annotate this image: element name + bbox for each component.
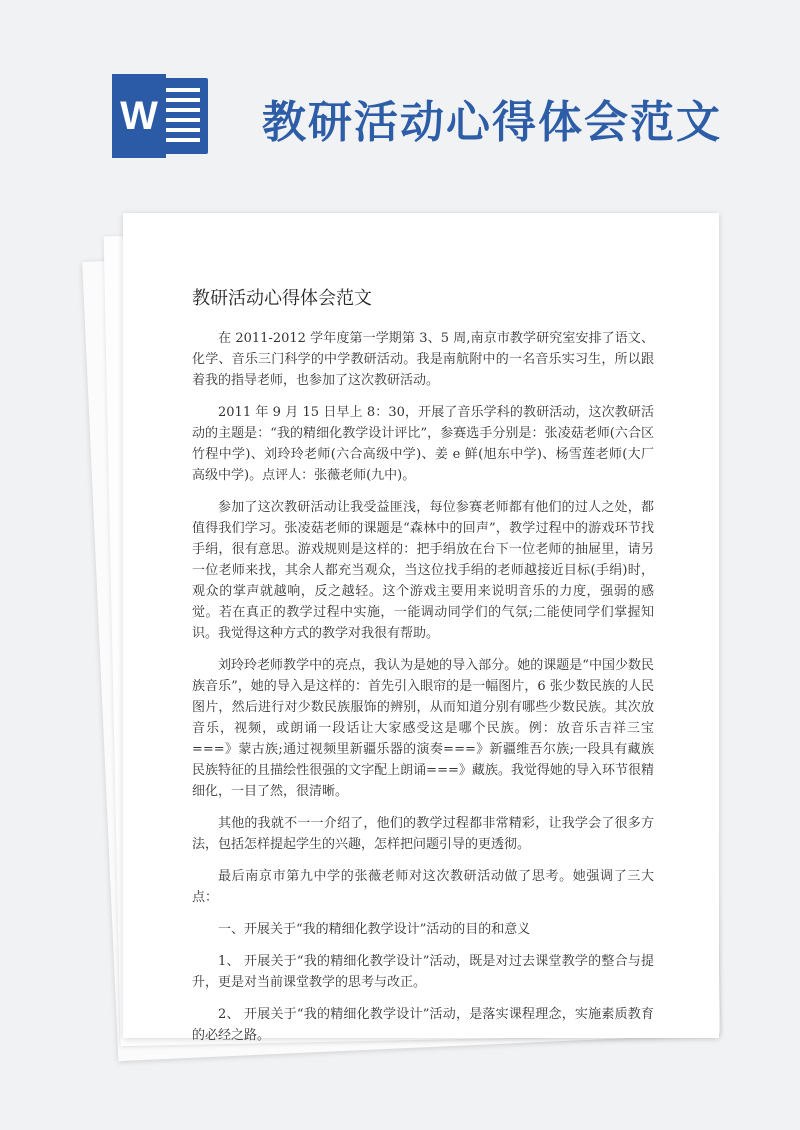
- paragraph: 一、开展关于“我的精细化教学设计”活动的目的和意义: [218, 922, 531, 937]
- paragraph: 在 2011-2012 学年度第一学期第 3、5 周,南京市教学研究室安排了语文、化学、音乐三门科学的中学教研活动。我是南航附中的一名音乐实习生，所以跟着我的指导老师，也参加了这次教研活动。: [192, 331, 654, 388]
- paragraph: 2、 开展关于“我的精细化教学设计”活动，是落实课程理念，实施素质教育的必经之路。: [192, 1007, 654, 1043]
- word-icon-line: [160, 128, 200, 132]
- paragraph: 2011 年 9 月 15 日早上 8：30，开展了音乐学科的教研活动，这次教研活动的主题是：“我的精细化教学设计评比”，参赛选手分别是：张凌菇老师(六合区竹程中学)、刘玲玲老师(六合高级中学)、姜 e 鲜(旭东中学)、杨雪莲老师(大厂高级中学)。点评人：张薇老师(九中)。: [192, 405, 654, 483]
- document-body: [192, 328, 654, 1057]
- page-header: [0, 0, 800, 200]
- word-icon-line: [160, 118, 200, 122]
- document-title: 教研活动心得体会范文: [192, 288, 372, 309]
- paragraph: 刘玲玲老师教学中的亮点，我认为是她的导入部分。她的课题是“中国少数民族音乐”，她的导入是这样的：首先引入眼帘的是一幅图片，6 张少数民族的人民图片，然后进行对少数民族服饰的辨别，从而知道分别有哪些少数民族。其次放音乐，视频，或朗诵一段话让大家感受这是哪个民族。例：放音乐吉祥三宝===》蒙古族;通过视频里新疆乐器的演奏===》新疆维吾尔族;一段具有藏族民族特征的且描绘性很强的文字配上朗诵===》藏族。我觉得她的导入环节很精细化，一目了然，很清晰。: [192, 658, 654, 799]
- page-title: 教研活动心得体会范文: [262, 97, 722, 148]
- word-icon-line: [160, 98, 200, 102]
- paragraph: 其他的我就不一一介绍了，他们的教学过程都非常精彩，让我学会了很多方法，包括怎样提起学生的兴趣，怎样把问题引导的更透彻。: [192, 816, 654, 852]
- word-icon-badge: [112, 74, 166, 158]
- word-icon-line: [160, 138, 200, 142]
- paragraph: 最后南京市第九中学的张薇老师对这次教研活动做了思考。她强调了三大点：: [192, 869, 654, 905]
- word-icon-line: [160, 108, 200, 112]
- word-document-icon: [112, 74, 212, 158]
- word-icon-line: [160, 88, 200, 92]
- word-icon-letter: W: [120, 93, 158, 138]
- paragraph: 1、 开展关于“我的精细化教学设计”活动，既是对过去课堂教学的整合与提升，更是对当前课堂教学的思考与改正。: [192, 954, 654, 990]
- paragraph: 参加了这次教研活动让我受益匪浅，每位参赛老师都有他们的过人之处，都值得我们学习。张凌菇老师的课题是“森林中的回声”，教学过程中的游戏环节找手绢，很有意思。游戏规则是这样的：把手绢放在台下一位老师的抽屉里，请另一位老师来找，其余人都充当观众，当这位找手绢的老师越接近目标(手绢)时，观众的掌声就越响，反之越轻。这个游戏主要用来说明音乐的力度，强弱的感觉。若在真正的教学过程中实施，一能调动同学们的气氛;二能使同学们掌握知识。我觉得这种方式的教学对我很有帮助。: [192, 500, 654, 641]
